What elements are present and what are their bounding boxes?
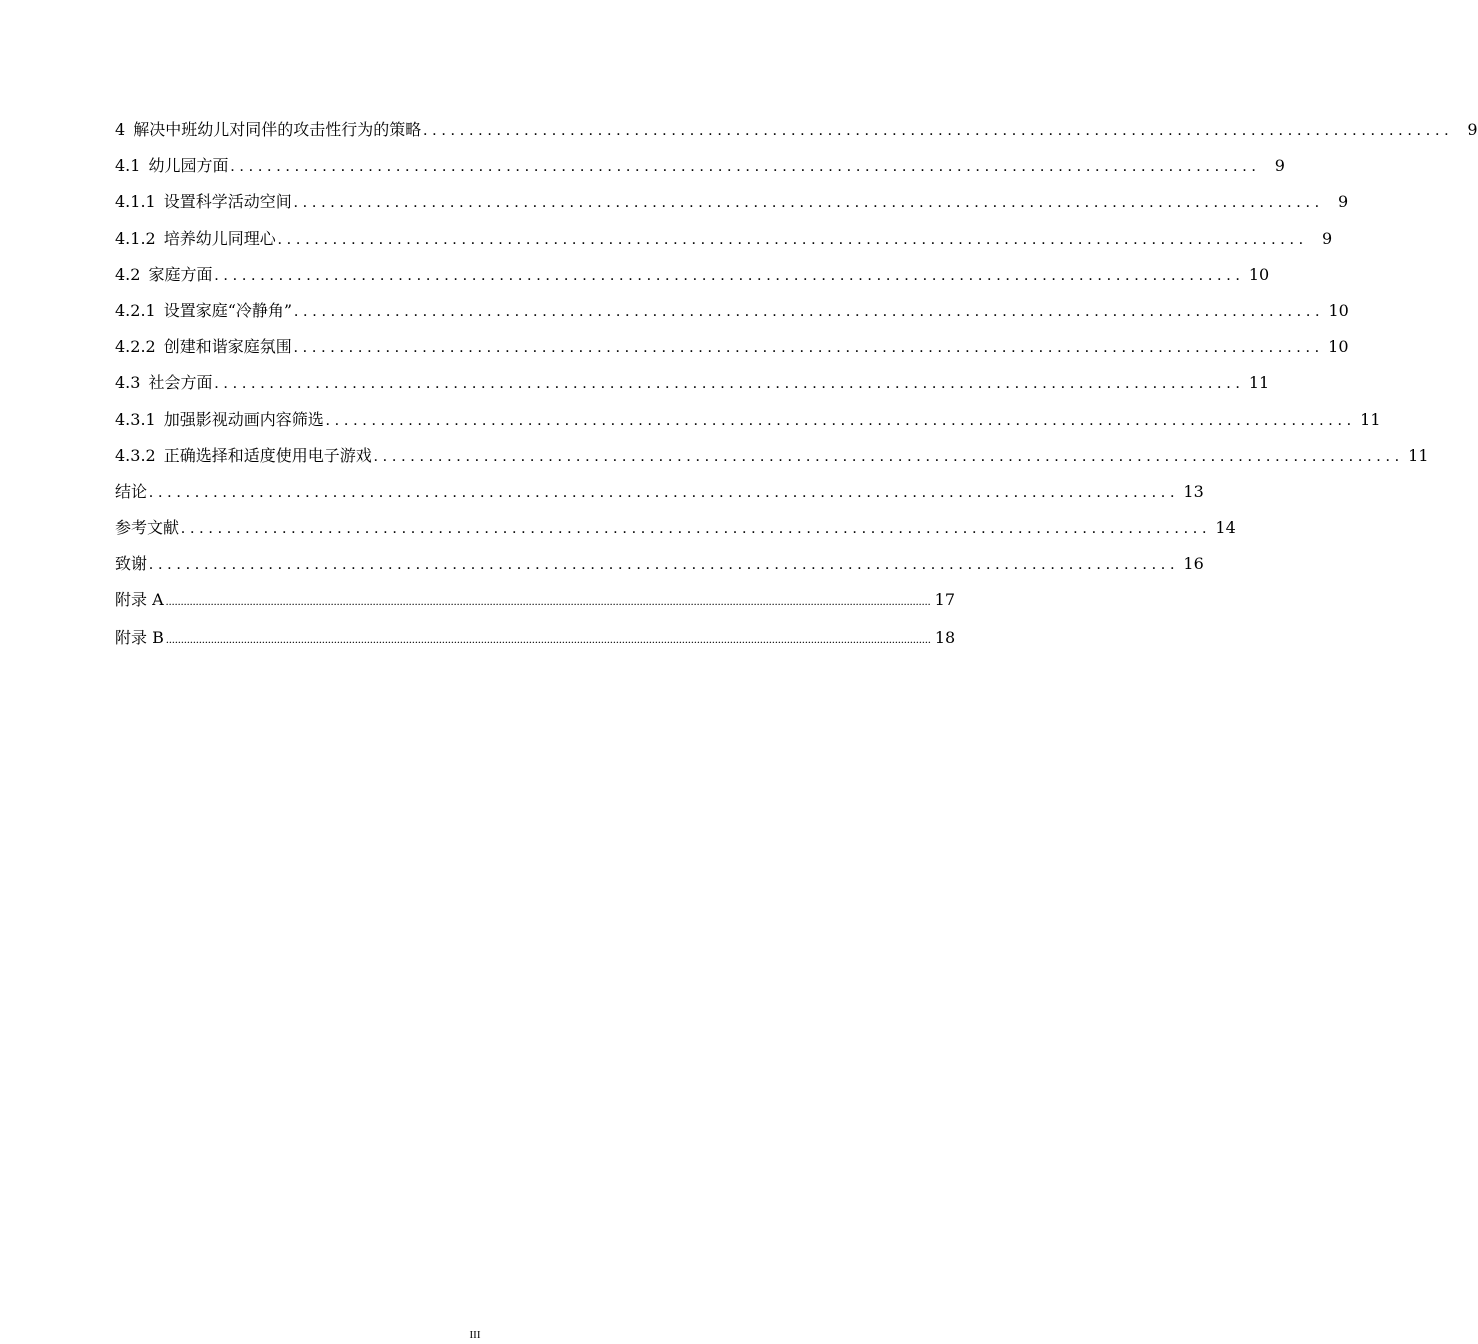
- toc-entry-number: 4.1.1: [115, 192, 156, 212]
- dot-leader: ................................................................................................................: [293, 194, 1325, 212]
- dot-leader: ................................................................................................................: [325, 411, 1357, 429]
- toc-entry-page: 17: [934, 590, 956, 610]
- dot-leader: ................................................................................................................: [277, 230, 1309, 248]
- toc-entry-title: 致谢: [115, 554, 148, 574]
- dot-leader: ................................................................................................................: [423, 122, 1454, 139]
- toc-entry-4-2[interactable]: [115, 257, 1270, 293]
- toc-entry-4-1-1[interactable]: [115, 184, 1349, 220]
- dot-leader: ................................................................................................................: [294, 302, 1325, 320]
- page-number: III: [469, 1329, 481, 1341]
- toc-entry-title: 设置家庭“冷静角”: [163, 300, 293, 320]
- toc-entry-title: 解决中班幼儿对同伴的攻击性行为的策略: [133, 120, 422, 139]
- toc-entry-page: 14: [1215, 518, 1236, 538]
- toc-entry-title: 正确选择和适度使用电子游戏: [163, 445, 372, 465]
- toc-entry-4-1-2[interactable]: [115, 221, 1333, 257]
- toc-entry-page: 9: [1321, 228, 1333, 248]
- toc-entry-number: 4.1: [115, 156, 141, 176]
- toc-entry-acknowledgements[interactable]: [115, 546, 1204, 582]
- toc-entry-number: 4.2.1: [115, 300, 156, 320]
- toc-entry-title: 家庭方面: [148, 264, 213, 284]
- toc-entry-page: 10: [1328, 337, 1349, 357]
- toc-entry-number: 4.3.2: [115, 445, 156, 465]
- toc-entry-title: 附录 B: [115, 628, 164, 648]
- toc-entry-page: 10: [1248, 264, 1270, 284]
- toc-entry-appendix-b[interactable]: [115, 620, 956, 658]
- dot-leader: ................................................................................................................: [373, 447, 1405, 465]
- toc-entry-4[interactable]: [115, 112, 1478, 148]
- toc-entry-page: 13: [1183, 481, 1204, 501]
- toc-entry-page: 11: [1248, 373, 1270, 393]
- toc-entry-title: 创建和谐家庭氛围: [163, 337, 292, 357]
- toc-entry-appendix-a[interactable]: [115, 582, 956, 620]
- toc-entry-number: 4.2: [115, 264, 141, 284]
- toc-entry-title: 培养幼儿同理心: [163, 228, 276, 248]
- toc-entry-conclusion[interactable]: [115, 474, 1204, 510]
- toc-entry-page: 11: [1408, 445, 1429, 465]
- toc-entry-4-3-1[interactable]: [115, 402, 1381, 438]
- toc-entry-4-2-2[interactable]: [115, 329, 1349, 365]
- toc-entry-number: 4.3: [115, 373, 141, 393]
- toc-entry-page: 16: [1183, 554, 1204, 574]
- dot-leader: ................................................................................................................: [181, 520, 1212, 538]
- dot-leader: ................................................................................................................: [293, 339, 1325, 357]
- toc-entry-number: 4.2.2: [115, 337, 156, 357]
- toc-entry-page: 9: [1337, 192, 1349, 212]
- toc-entry-page: 9: [1274, 156, 1285, 176]
- dot-leader: ................................................................................................................: [149, 556, 1180, 574]
- toc-entry-references[interactable]: [115, 510, 1236, 546]
- toc-entry-title: 参考文献: [115, 518, 180, 538]
- toc-entry-page: 10: [1328, 300, 1349, 320]
- toc-entry-page: 18: [934, 628, 956, 648]
- toc-entry-4-2-1[interactable]: [115, 293, 1349, 329]
- toc-entry-number: 4: [115, 120, 126, 139]
- dot-leader: ................................................................................................................: [214, 266, 1245, 284]
- toc-entry-title: 幼儿园方面: [148, 156, 229, 176]
- dot-leader: ................................................................................................................: [230, 158, 1261, 176]
- dot-leader: ................................................................................................................: [214, 375, 1245, 393]
- toc-entry-4-1[interactable]: [115, 148, 1285, 184]
- toc-entry-number: 4.3.1: [115, 409, 156, 429]
- toc-entry-4-3[interactable]: [115, 365, 1270, 401]
- toc-entry-title: 设置科学活动空间: [163, 192, 292, 212]
- toc-entry-title: 结论: [115, 481, 148, 501]
- toc-entry-title: 社会方面: [148, 373, 213, 393]
- toc-entry-title: 加强影视动画内容筛选: [163, 409, 324, 429]
- dot-leader: ...............................................................................................................................................................................................................................................................: [165, 632, 931, 647]
- toc-entry-number: 4.1.2: [115, 228, 156, 248]
- dot-leader: ................................................................................................................: [149, 483, 1180, 501]
- toc-entry-page: 11: [1360, 409, 1381, 429]
- toc-entry-page: 9: [1467, 120, 1478, 139]
- toc-entry-4-3-2[interactable]: [115, 438, 1429, 474]
- toc-entry-title: 附录 A: [115, 590, 164, 610]
- dot-leader: ...............................................................................................................................................................................................................................................................: [165, 594, 931, 609]
- table-of-contents: [115, 112, 1478, 658]
